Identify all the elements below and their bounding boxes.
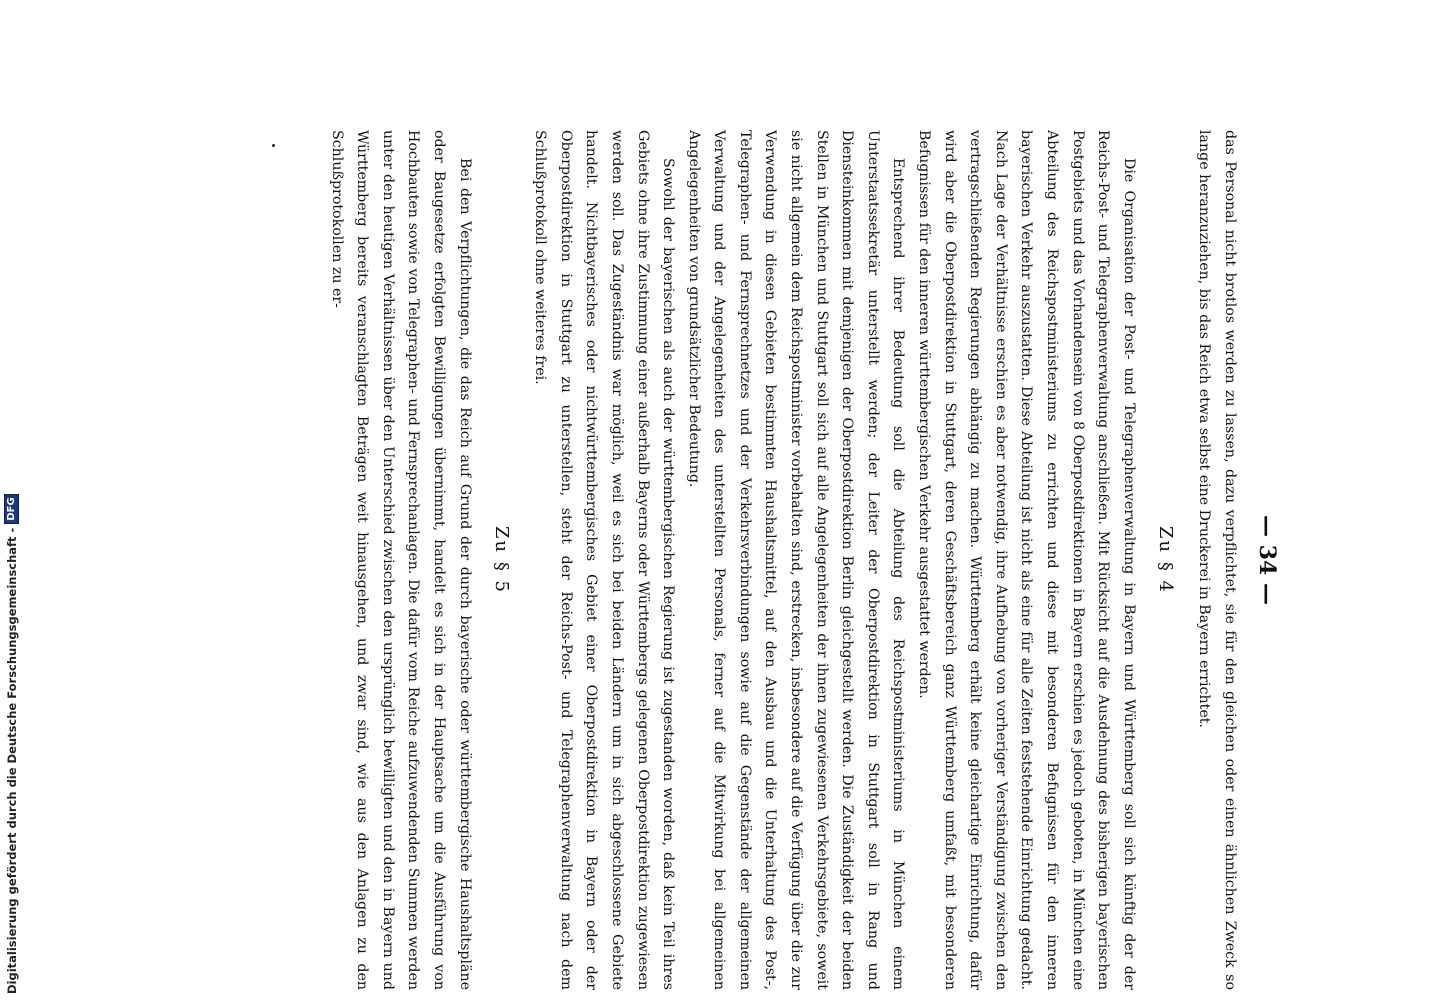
section-heading-5: Zu § 5 [490, 526, 512, 594]
credit-text: Digitalisierung gefördert durch die Deutsche Forschungsgemeinschaft - [4, 527, 19, 994]
section-4-paragraph-1: Die Organisation der Post- und Telegraphenverwaltung in Bayern und Württemberg soll sich künftig der der Reichs-Post- und Telegraphenverwaltung anschließen. Mit Rücksicht auf die Ausdehnung des bisherigen bayerischen Postgebiets und das Vorhandensein von 8 Oberpostdirektionen in Bayern erschien es jedoch geboten, in München eine Abteilung des Reichspostministeriums zu errichten und diese mit besonderen Befugnissen für den inneren bayerischen Verkehr auszustatten. Diese Abteilung ist nicht als eine für alle Zeiten feststehende Einrichtung gedacht. Nach Lage der Verhältnisse erschien es aber notwendig, ihre Aufhebung von vorheriger Verständigung zwischen den vertragschließenden Regierungen abhängig zu machen. Württemberg erhält keine gleichartige Einrichtung, dafür wird aber die Oberpostdirektion in Stuttgart, deren Geschäftsbereich ganz Württemberg umfaßt, mit besonderen Befugnissen für den inneren württembergischen Verkehr ausgestattet werden. [916, 130, 1137, 990]
section-5-paragraph-1: Bei den Verpflichtungen, die das Reich auf Grund der durch bayerische oder württembergische Haushaltspläne oder Baugesetze erfolgten Bewilligungen übernimmt, handelt es sich in der Hauptsache um die Ausführung von Hochbauten sowie von Telegraphen- und Fernsprechanlagen. Die dafür vom Reiche aufzuwendenden Summen werden unter den heutigen Verhältnissen über den Unterschied zwischen den ursprünglich bewilligten und den in Bayern und Württemberg bereits veranschlagten Beträgen weit hinausgehen, und zwar sind, wie aus den Anlagen zu den Schlußprotokollen zu er- [328, 130, 473, 990]
rotated-document-page [100, 130, 1280, 990]
paragraph-continuation: das Personal nicht brotlos werden zu lassen, dazu verpflichtet, sie für den gleichen oder einen ähnlichen Zweck so lange heranzuziehen, bis das Reich etwa selbst eine Druckerei in Bayern errichtet. [1196, 130, 1238, 990]
section-4-paragraph-2: Entsprechend ihrer Bedeutung soll die Abteilung des Reichspostministeriums in München einem Unterstaatssekretär unterstellt werden; der Leiter der Oberpostdirektion in Stuttgart soll in Rang und Diensteinkommen mit demjenigen der Oberpostdirektion Berlin gleichgestellt werden. Die Zuständigkeit der beiden Stellen in München und Stuttgart soll sich auf alle Angelegenheiten der ihnen zugewiesenen Verkehrsgebiete, soweit sie nicht allgemein dem Reichspostminister vorbehalten sind, erstrecken, insbesondere auf die Verfügung über die zur Verwendung in diesen Gebieten bestimmten Haushaltsmittel, auf den Ausbau und die Unterhaltung des Post-, Telegraphen- und Fernsprechnetzes und der Verkehrsverbindungen sowie auf die Gegenstände der allgemeinen Verwaltung und der Angelegenheiten des unterstellten Personals, ferner auf die Mitwirkung bei allgemeinen Angelegenheiten von grundsätzlicher Bedeutung. [685, 130, 907, 990]
page-number: — 34 — [1254, 515, 1280, 605]
section-4-paragraph-3: Sowohl der bayerischen als auch der württembergischen Regierung ist zugestanden worden, daß kein Teil ihres Gebiets ohne ihre Zustimmung einer außerhalb Bayerns oder Württembergs gelegenen Oberpostdirektion zugewiesen werden soll. Das Zugeständnis war möglich, weil es sich bei beiden Ländern um in sich abgeschlossene Gebiete handelt. Nichtbayerisches oder nichtwürttembergisches Gebiet einer Oberpostdirektion in Bayern oder der Oberpostdirektion in Stuttgart zu unterstellen, steht der Reichs-Post- und Telegraphenverwaltung nach dem Schlußprotokoll ohne weiteres frei. [532, 130, 677, 990]
body-text [323, 130, 1242, 990]
section-heading-4: Zu § 4 [1154, 526, 1176, 594]
dfg-logo: DFG [4, 494, 19, 523]
digitization-credit [4, 494, 19, 994]
